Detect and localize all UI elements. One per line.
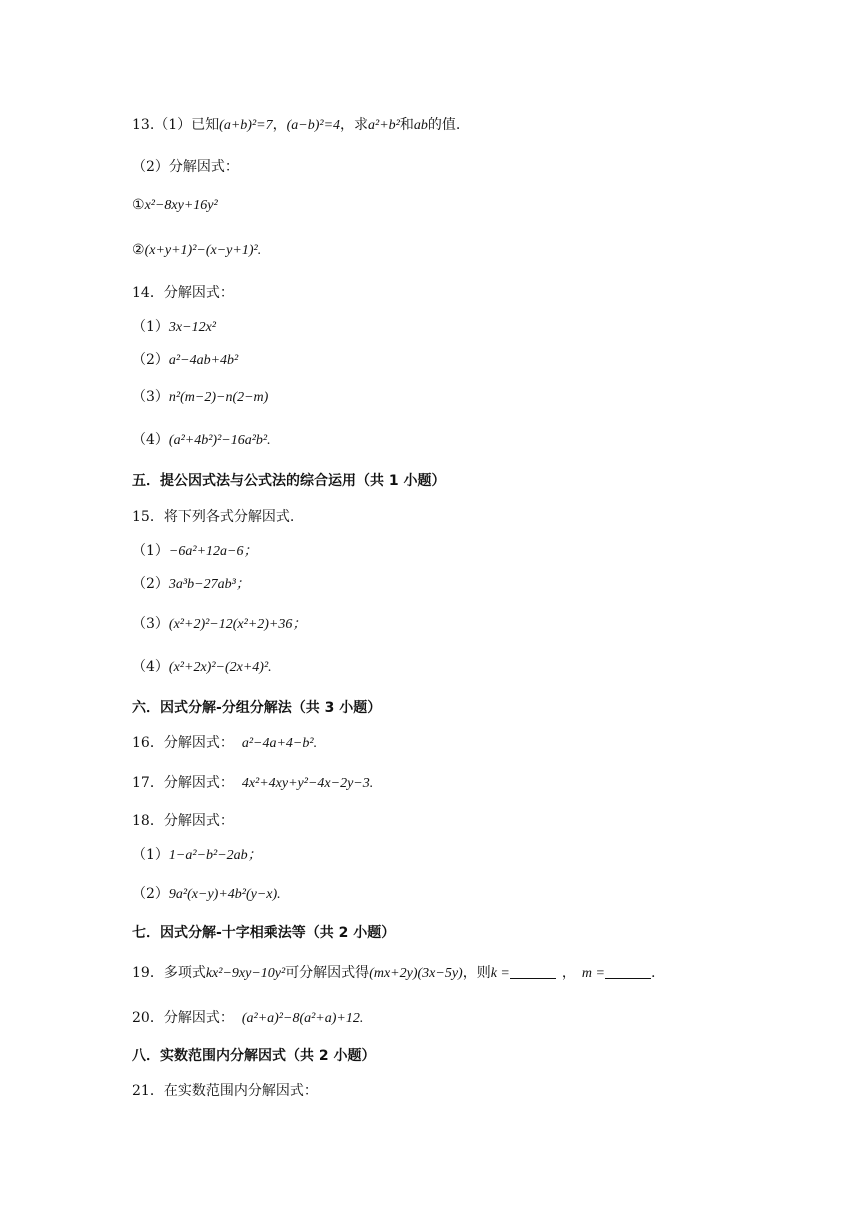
q15-item4-expr: (x²+2x)²−(2x+4)². xyxy=(168,660,272,675)
q13-prefix: 13.（1）已知 xyxy=(132,117,220,133)
q13-part2: （2）分解因式： xyxy=(132,159,239,175)
q13-and: 和 xyxy=(399,117,414,133)
q15-item1-expr: −6a²+12a−6； xyxy=(168,544,258,559)
q15-title: 15．将下列各式分解因式. xyxy=(132,509,295,525)
q14-item4-expr: (a²+4b²)²−16a²b². xyxy=(168,433,271,448)
q15-item xyxy=(132,614,306,635)
q15-item xyxy=(132,574,250,595)
q15-item1-label: （1） xyxy=(132,543,169,559)
q20-expr: (a²+a)²−8(a²+a)+12. xyxy=(241,1011,364,1026)
q14-item2-expr: a²−4ab+4b² xyxy=(168,353,239,368)
q19-factored: (mx+2y)(3x−5y) xyxy=(369,966,463,981)
q13-item1-mark: ① xyxy=(132,197,145,213)
q13-item2-mark: ② xyxy=(132,242,145,258)
q19-prefix: 19．多项式 xyxy=(132,965,206,981)
q13-ab: ab xyxy=(413,118,428,133)
q13-item1-expr: x²−8xy+16y² xyxy=(144,198,218,213)
q16 xyxy=(132,733,317,754)
q15-item4-label: （4） xyxy=(132,659,169,675)
q17-expr: 4x²+4xy+y²−4x−2y−3. xyxy=(241,776,374,791)
q18-item xyxy=(132,845,262,866)
q14-item xyxy=(132,387,268,408)
q19-mid: 可分解因式得 xyxy=(285,965,370,981)
q18-item1-expr: 1−a²−b²−2ab； xyxy=(168,848,262,863)
q14-item2-label: （2） xyxy=(132,352,169,368)
q15-item xyxy=(132,657,272,678)
q15-item3-label: （3） xyxy=(132,616,169,632)
q15-item xyxy=(132,541,257,562)
q18-title: 18．分解因式： xyxy=(132,813,234,829)
q19-m-blank[interactable] xyxy=(605,966,651,979)
q20-title: 20．分解因式： xyxy=(132,1010,234,1026)
q14-item1-label: （1） xyxy=(132,319,169,335)
q17 xyxy=(132,773,373,794)
q18-item2-expr: 9a²(x−y)+4b²(y−x). xyxy=(168,887,281,902)
section-heading-6: 六．因式分解-分组分解法（共 3 小题） xyxy=(132,700,382,716)
q18-item xyxy=(132,884,281,905)
q21-title: 21．在实数范围内分解因式： xyxy=(132,1083,318,1099)
q13-sep: ， xyxy=(272,117,287,133)
q13-item1 xyxy=(132,195,218,216)
q18-item1-label: （1） xyxy=(132,847,169,863)
q15-item2-label: （2） xyxy=(132,576,169,592)
q15-item2-expr: 3a³b−27ab³； xyxy=(168,577,250,592)
q13-expr: a²+b² xyxy=(368,118,400,133)
q13-post: 的值. xyxy=(427,117,461,133)
q13-item2-expr: (x+y+1)²−(x−y+1)². xyxy=(144,243,262,258)
q19-k-blank[interactable] xyxy=(510,966,556,979)
q14-item xyxy=(132,430,271,451)
q19 xyxy=(132,963,655,984)
q14-item4-label: （4） xyxy=(132,432,169,448)
q14-item xyxy=(132,317,216,338)
q14-item xyxy=(132,350,238,371)
q13-line1 xyxy=(132,115,460,136)
section-heading-8: 八．实数范围内分解因式（共 2 小题） xyxy=(132,1048,376,1064)
q16-title: 16．分解因式： xyxy=(132,735,234,751)
q19-k-label: k = xyxy=(490,966,510,981)
q14-title: 14．分解因式： xyxy=(132,285,234,301)
q18-item2-label: （2） xyxy=(132,886,169,902)
q15-item3-expr: (x²+2)²−12(x²+2)+36； xyxy=(168,617,307,632)
q19-m-label: m = xyxy=(581,966,605,981)
q14-item3-label: （3） xyxy=(132,389,169,405)
section-heading-7: 七．因式分解-十字相乘法等（共 2 小题） xyxy=(132,925,396,941)
q16-expr: a²−4a+4−b². xyxy=(241,736,318,751)
q13-eq2: (a−b)²=4 xyxy=(286,118,341,133)
section-heading-5: 五．提公因式法与公式法的综合运用（共 1 小题） xyxy=(132,473,446,489)
q14-item3-expr: n²(m−2)−n(2−m) xyxy=(168,390,269,405)
q19-comma: ， xyxy=(561,965,576,981)
q19-end: . xyxy=(650,965,656,981)
q19-then: ，则 xyxy=(462,965,491,981)
q13-eq1: (a+b)²=7 xyxy=(219,118,273,133)
q14-item1-expr: 3x−12x² xyxy=(168,320,216,335)
q20 xyxy=(132,1008,363,1029)
q17-title: 17．分解因式： xyxy=(132,775,234,791)
q19-polynomial: kx²−9xy−10y² xyxy=(205,966,286,981)
q13-mid: ，求 xyxy=(340,117,369,133)
q13-item2 xyxy=(132,240,261,261)
